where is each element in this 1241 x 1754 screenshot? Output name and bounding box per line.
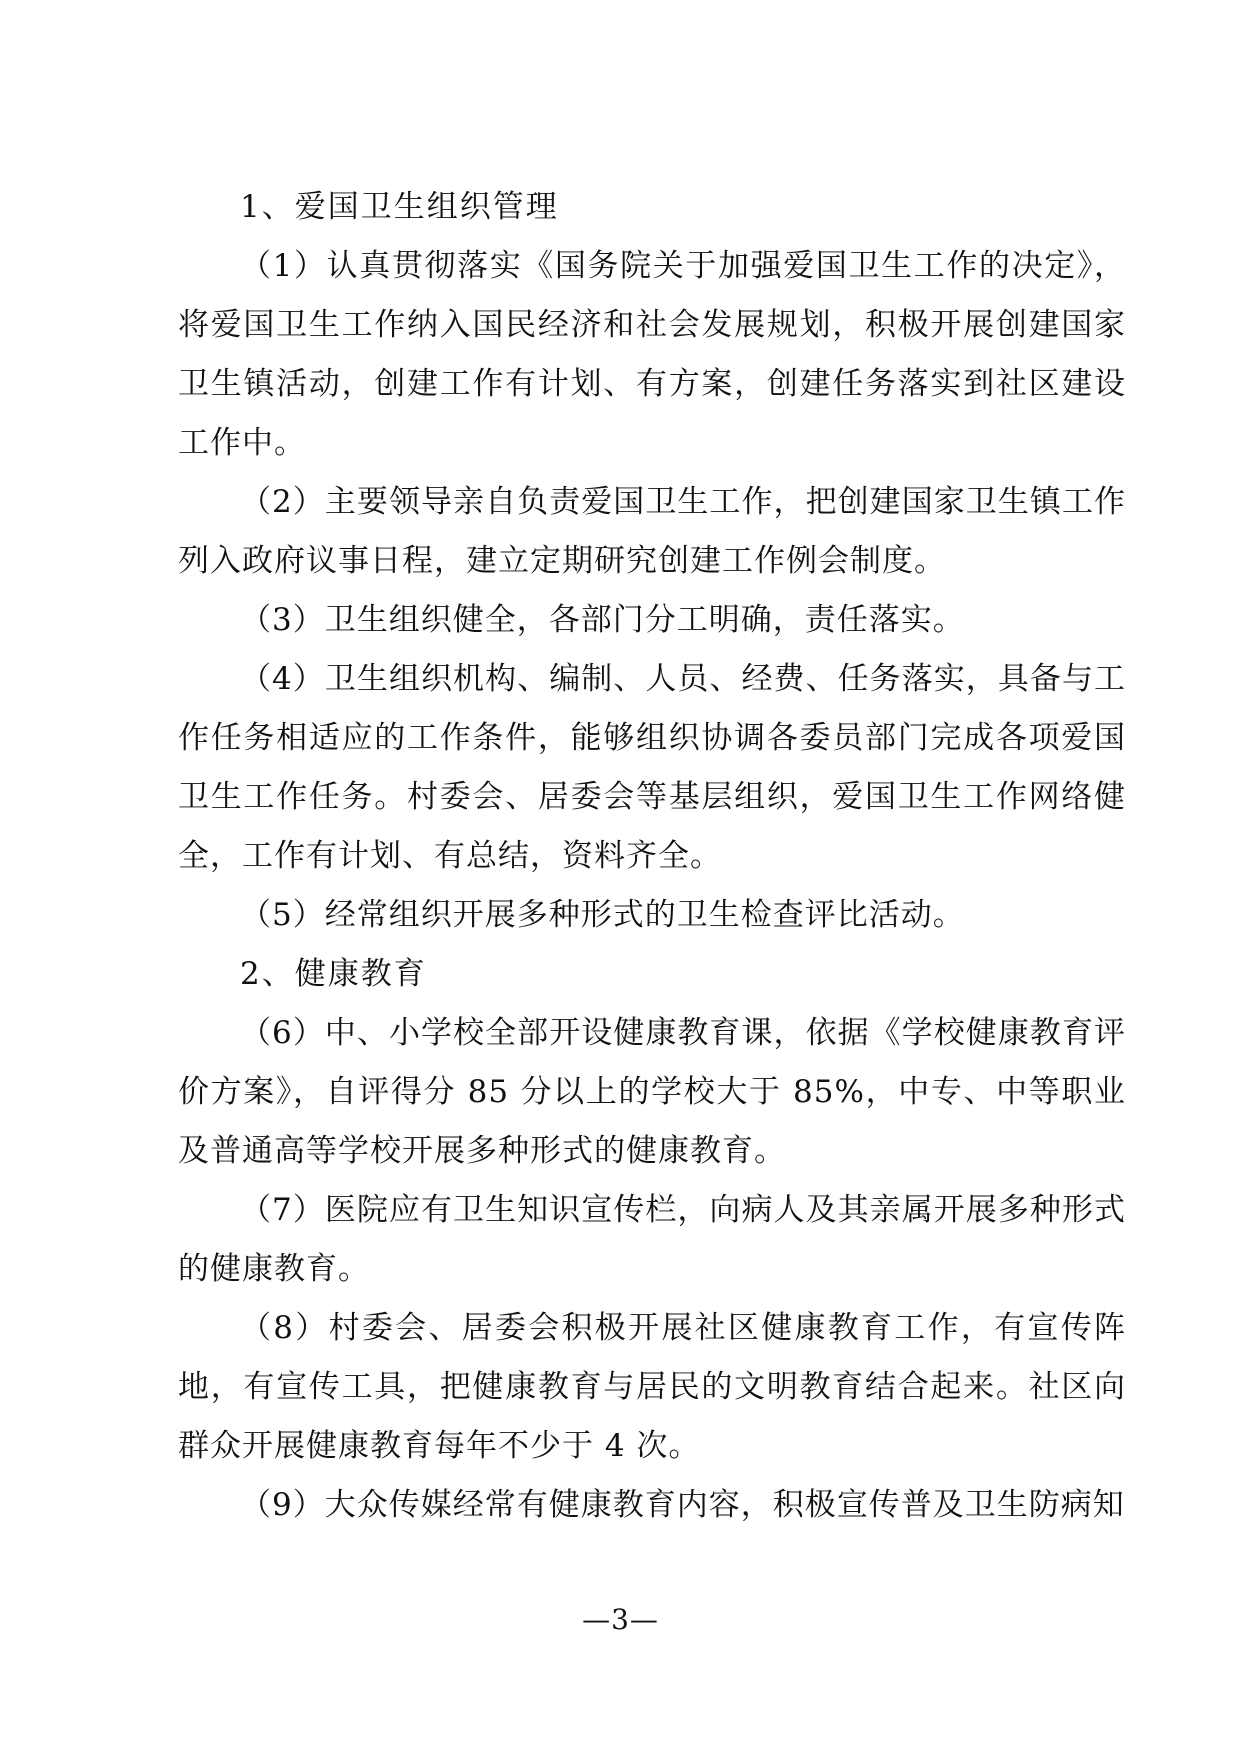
- document-body: [178, 178, 1126, 1535]
- paragraph-item-1: （1）认真贯彻落实《国务院关于加强爱国卫生工作的决定》，将爱国卫生工作纳入国民经济和社会发展规划，积极开展创建国家卫生镇活动，创建工作有计划、有方案，创建任务落实到社区建设工作中。: [178, 248, 1126, 461]
- section-heading-health-education: 2、健康教育: [240, 956, 427, 992]
- paragraph-item-6: （6）中、小学校全部开设健康教育课，依据《学校健康教育评价方案》，自评得分 85 分以上的学校大于 85%，中专、中等职业及普通高等学校开展多种形式的健康教育。: [178, 1015, 1126, 1169]
- paragraph-item-4: （4）卫生组织机构、编制、人员、经费、任务落实，具备与工作任务相适应的工作条件，能够组织协调各委员部门完成各项爱国卫生工作任务。村委会、居委会等基层组织，爱国卫生工作网络健全，工作有计划、有总结，资料齐全。: [178, 661, 1126, 874]
- paragraph-item-5: （5）经常组织开展多种形式的卫生检查评比活动。: [240, 897, 965, 933]
- section-heading-patriotic-health-management: 1、爱国卫生组织管理: [240, 189, 559, 225]
- paragraph-item-2: （2）主要领导亲自负责爱国卫生工作，把创建国家卫生镇工作列入政府议事日程，建立定期研究创建工作例会制度。: [178, 484, 1126, 579]
- paragraph-item-3: （3）卫生组织健全，各部门分工明确，责任落实。: [240, 602, 965, 638]
- paragraph-item-7: （7）医院应有卫生知识宣传栏，向病人及其亲属开展多种形式的健康教育。: [178, 1192, 1126, 1287]
- paragraph-item-8: （8）村委会、居委会积极开展社区健康教育工作，有宣传阵地，有宣传工具，把健康教育与居民的文明教育结合起来。社区向群众开展健康教育每年不少于 4 次。: [178, 1310, 1126, 1464]
- page-number: —3—: [582, 1603, 659, 1636]
- paragraph-item-9: （9）大众传媒经常有健康教育内容，积极宣传普及卫生防病知: [240, 1487, 1125, 1523]
